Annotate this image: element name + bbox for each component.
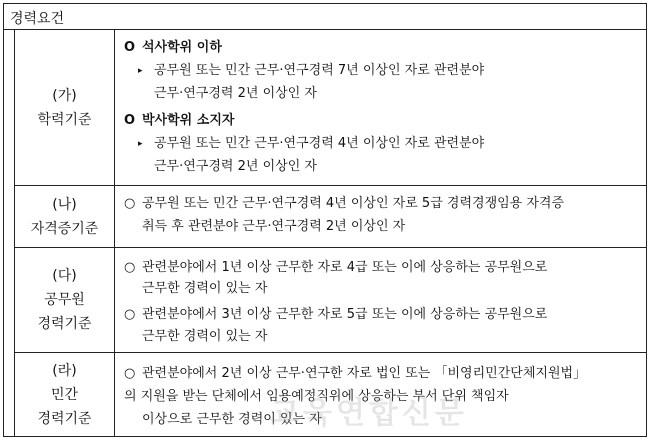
circle-bullet-icon: ○	[124, 307, 136, 322]
row-label-line: (라)	[52, 363, 77, 379]
requirements-table	[3, 3, 647, 437]
table-row	[14, 30, 646, 185]
row-label-line: (나)	[52, 196, 77, 213]
list-item-continuation: 이상으로 근무한 경력이 있는 자	[142, 412, 322, 427]
list-item: O 석사학위 이하	[124, 40, 222, 55]
list-item: O 박사학위 소지자	[124, 113, 235, 128]
row-label-line: 자격증기준	[30, 220, 99, 237]
list-item: ▸ 공무원 또는 민간 근무·연구경력 4년 이상인 자로 관련분야	[138, 136, 485, 151]
row-label-line: 경력기준	[37, 316, 92, 332]
table-row	[14, 352, 646, 437]
circle-bullet-icon: ○	[124, 196, 136, 211]
row-content	[116, 30, 646, 185]
row-content	[116, 248, 646, 352]
list-item: ▸ 공무원 또는 민간 근무·연구경력 7년 이상인 자로 관련분야	[138, 63, 485, 78]
list-item: ○ 관련분야에서 2년 이상 근무·연구한 자로 법인 또는 「비영리민간단체지원법」	[124, 366, 587, 381]
row-label-line: (다)	[52, 268, 77, 284]
table-title: 경력요건	[10, 11, 65, 27]
row-label-line: 공무원	[44, 292, 85, 308]
table-row	[14, 185, 646, 247]
list-item: ○ 공무원 또는 민간 근무·연구경력 4년 이상인 자로 5급 경력경쟁임용 자격증	[124, 196, 565, 211]
row-label-line: 학력기준	[37, 111, 92, 128]
row-label-line: (가)	[52, 87, 77, 104]
list-item-continuation: 의 지원을 받는 단체에서 임용예정직위에 상응하는 부서 단위 책임자	[124, 389, 509, 404]
circle-bullet-icon: ○	[124, 260, 136, 275]
row-label	[15, 30, 115, 185]
list-item-continuation: 근무·연구경력 2년 이상인 자	[154, 159, 317, 174]
arrow-bullet-icon: ▸	[138, 66, 143, 76]
table-row	[14, 247, 646, 352]
list-item: ○ 관련분야에서 3년 이상 근무한 자로 5급 또는 이에 상응하는 공무원으로	[124, 307, 548, 322]
arrow-bullet-icon: ▸	[138, 139, 143, 149]
row-label	[15, 248, 115, 352]
circle-bullet-icon: ○	[124, 366, 136, 381]
watermark: 교육연합신문	[270, 396, 468, 431]
heading-bullet-icon: O	[124, 40, 136, 55]
heading-bullet-icon: O	[124, 113, 136, 128]
row-label	[15, 353, 115, 437]
row-content	[116, 353, 646, 437]
list-item-continuation: 근무한 경력이 있는 자	[142, 329, 268, 344]
list-item: ○ 관련분야에서 1년 이상 근무한 자로 4급 또는 이에 상응하는 공무원으로	[124, 260, 548, 275]
list-item-continuation: 취득 후 관련분야 근무·연구경력 2년 이상인 자	[142, 219, 406, 234]
table-title-bar	[4, 4, 646, 30]
row-content	[116, 186, 646, 247]
row-label	[15, 186, 115, 247]
list-item-continuation: 근무한 경력이 있는 자	[142, 281, 268, 296]
row-label-line: 경력기준	[37, 411, 92, 427]
list-item-continuation: 근무·연구경력 2년 이상인 자	[154, 86, 317, 101]
row-label-line: 민간	[50, 387, 79, 403]
